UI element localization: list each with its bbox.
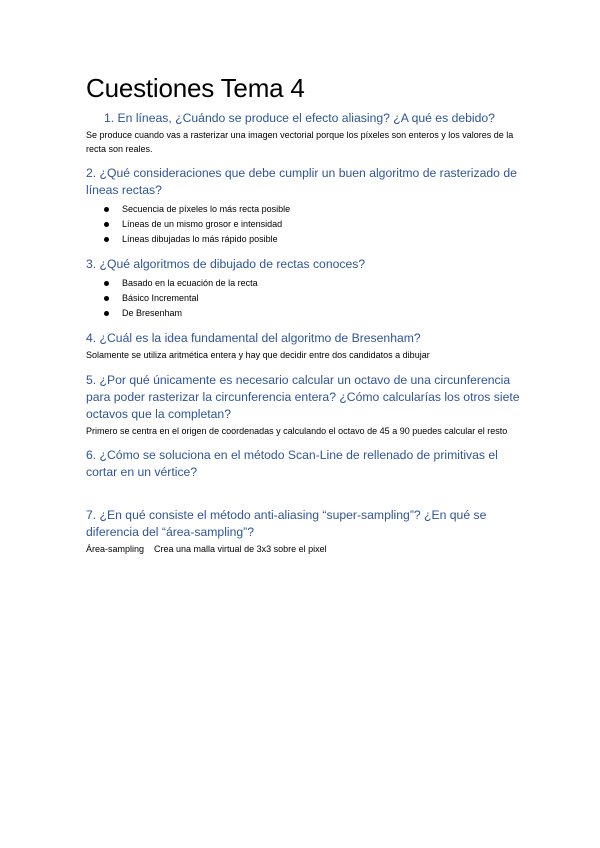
question-1	[86, 110, 526, 156]
list-item-text: Básico Incremental	[122, 293, 199, 303]
bullet-icon	[104, 237, 109, 242]
question-7-text: 7. ¿En qué consiste el método anti-aliasing “super-sampling”? ¿En qué se diferencia del “área-sampling”?	[86, 508, 487, 539]
answer-2-list	[86, 202, 526, 247]
question-6	[86, 447, 526, 481]
bullet-icon	[104, 281, 109, 286]
document-page	[86, 72, 526, 557]
document-title: Cuestiones Tema 4	[86, 73, 305, 103]
question-3	[86, 256, 526, 321]
list-item	[86, 306, 526, 321]
answer-7-text: Área-sampling Crea una malla virtual de 3x3 sobre el pixel	[86, 544, 327, 554]
question-4-text: 4. ¿Cuál es la idea fundamental del algoritmo de Bresenham?	[86, 331, 421, 345]
bullet-icon	[104, 222, 109, 227]
list-item-text: Secuencia de píxeles lo más recta posible	[122, 204, 291, 214]
list-item	[86, 276, 526, 291]
list-item-text: Basado en la ecuación de la recta	[122, 278, 258, 288]
list-item-text: De Bresenham	[122, 308, 183, 318]
question-2	[86, 165, 526, 247]
bullet-icon	[104, 311, 109, 316]
answer-5-text: Primero se centra en el origen de coordenadas y calculando el octavo de 45 a 90 puedes calcular el resto	[86, 425, 508, 436]
answer-3-list	[86, 276, 526, 321]
bullet-icon	[104, 207, 109, 212]
list-item	[86, 291, 526, 306]
bullet-icon	[104, 296, 109, 301]
question-4	[86, 330, 526, 363]
question-6-text: 6. ¿Cómo se soluciona en el método Scan-Line de rellenado de primitivas el cortar en un vértice?	[86, 448, 498, 479]
question-2-text: 2. ¿Qué consideraciones que debe cumplir un buen algoritmo de rasterizado de líneas rectas?	[86, 166, 517, 197]
list-item	[86, 202, 526, 217]
answer-1-text: Se produce cuando vas a rasterizar una imagen vectorial porque los píxeles son enteros y los valores de la recta son reales.	[86, 130, 514, 154]
list-item	[86, 232, 526, 247]
question-5-text: 5. ¿Por qué únicamente es necesario calcular un octavo de una circunferencia para poder rasterizar la circunferencia entera? ¿Cómo calcularías los otros siete octavos que la completan?	[86, 372, 520, 421]
question-7	[86, 507, 526, 557]
list-item	[86, 217, 526, 232]
question-5	[86, 372, 526, 439]
list-item-text: Líneas de un mismo grosor e intensidad	[122, 219, 283, 229]
question-3-text: 3. ¿Qué algoritmos de dibujado de rectas conoces?	[86, 257, 366, 271]
question-1-text: 1. En líneas, ¿Cuándo se produce el efecto aliasing? ¿A qué es debido?	[104, 111, 495, 125]
answer-4-text: Solamente se utiliza aritmética entera y hay que decidir entre dos candidatos a dibujar	[86, 350, 430, 360]
list-item-text: Líneas dibujadas lo más rápido posible	[122, 234, 278, 244]
